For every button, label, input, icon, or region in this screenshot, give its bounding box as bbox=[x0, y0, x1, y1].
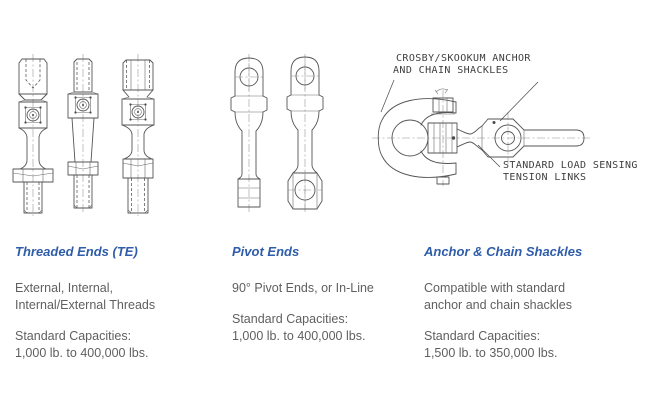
column-description bbox=[15, 280, 227, 314]
threaded-ends-diagram bbox=[5, 50, 165, 220]
annotation-crosby-line2: AND CHAIN SHACKLES bbox=[393, 65, 509, 76]
column-description bbox=[232, 280, 444, 297]
description-line: anchor and chain shackles bbox=[424, 298, 573, 312]
column-heading: Anchor & Chain Shackles bbox=[424, 244, 583, 259]
column-heading: Pivot Ends bbox=[232, 244, 300, 259]
pivot-ends-diagram bbox=[225, 50, 330, 220]
description-line: Compatible with standard bbox=[424, 281, 566, 295]
capacity-value: 1,000 lb. to 400,000 lbs. bbox=[15, 346, 149, 360]
capacity-value: 1,000 lb. to 400,000 lbs. bbox=[232, 329, 366, 343]
annotation-tension-line2: TENSION LINKS bbox=[503, 172, 587, 183]
description-line: 90° Pivot Ends, or In-Line bbox=[232, 281, 374, 295]
column-capacity bbox=[15, 328, 227, 362]
annotation-crosby-line1: CROSBY/SKOOKUM ANCHOR bbox=[396, 53, 531, 64]
capacity-value: 1,500 lb. to 350,000 lbs. bbox=[424, 346, 558, 360]
column-capacity bbox=[232, 311, 444, 345]
column-anchor-chain-shackles bbox=[424, 244, 636, 362]
capacity-label: Standard Capacities: bbox=[15, 329, 132, 343]
capacity-label: Standard Capacities: bbox=[232, 312, 349, 326]
column-threaded-ends bbox=[15, 244, 227, 362]
capacity-label: Standard Capacities: bbox=[424, 329, 541, 343]
description-line: External, Internal, bbox=[15, 281, 113, 295]
column-description bbox=[424, 280, 636, 314]
description-line: Internal/External Threads bbox=[15, 298, 156, 312]
column-heading: Threaded Ends (TE) bbox=[15, 244, 138, 259]
column-pivot-ends bbox=[232, 244, 444, 345]
column-capacity bbox=[424, 328, 636, 362]
annotation-tension-line1: STANDARD LOAD SENSING bbox=[503, 160, 638, 171]
